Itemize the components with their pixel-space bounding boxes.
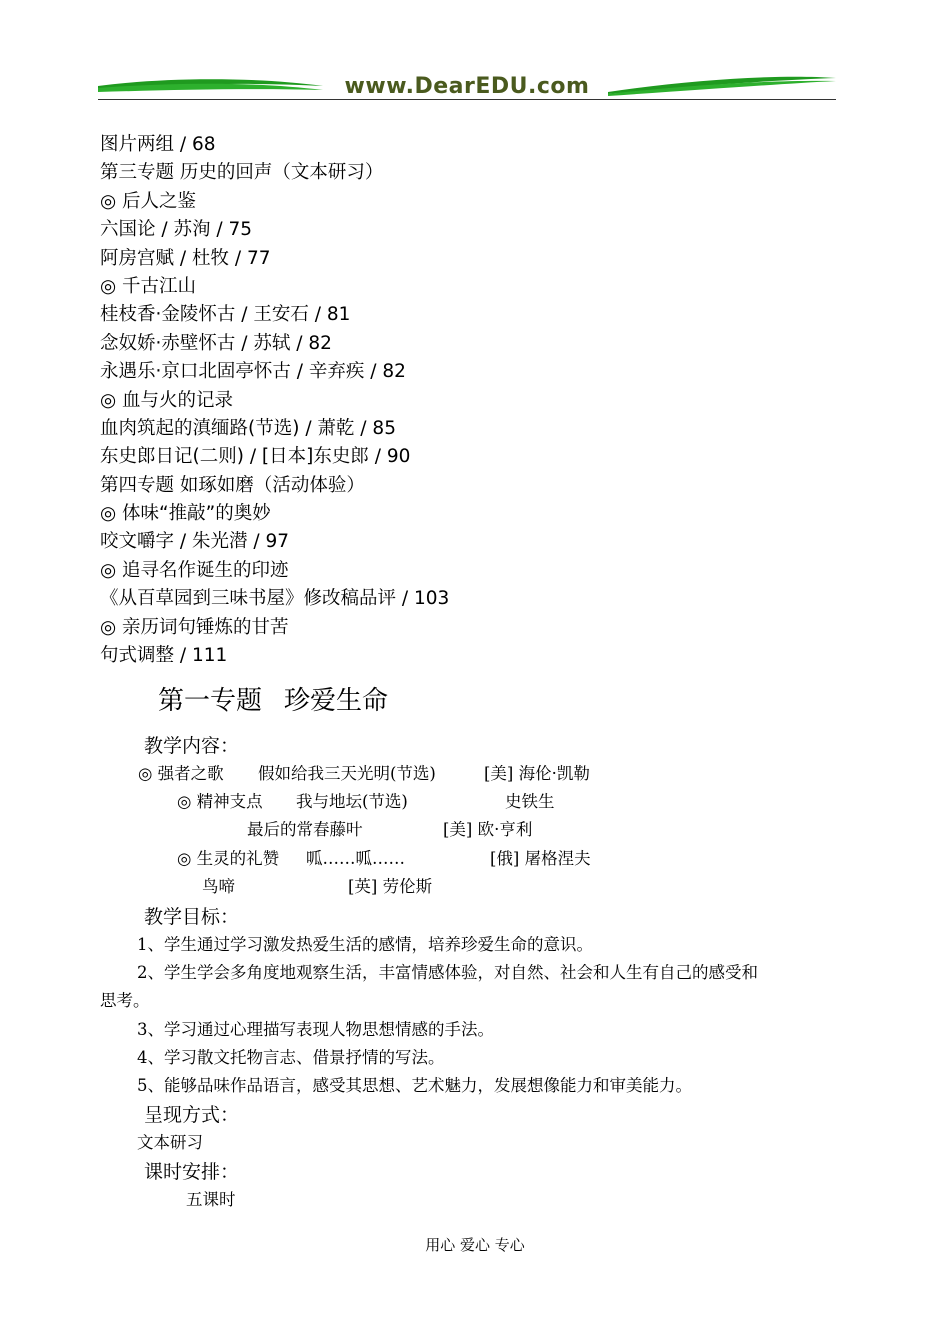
toc-item: ◎ 体味“推敲”的奥妙 — [100, 503, 271, 525]
content-author: 史铁生 — [505, 792, 555, 811]
goal-item: 2、学生学会多角度地观察生活，丰富情感体验，对自然、社会和人生有自己的感受和 — [137, 963, 758, 982]
header-divider — [98, 99, 836, 100]
toc-item: 《从百草园到三味书屋》修改稿品评 / 103 — [100, 588, 450, 610]
schedule-heading: 课时安排： — [144, 1161, 240, 1183]
goal-item: 5、能够品味作品语言，感受其思想、艺术魅力，发展想像能力和审美能力。 — [137, 1076, 692, 1095]
presentation-value: 文本研习 — [137, 1133, 203, 1152]
toc-item: 第四专题 如琢如磨（活动体验） — [100, 474, 365, 496]
site-logo-text[interactable]: www.DearEDU.com — [344, 74, 590, 99]
content-author: [英] 劳伦斯 — [348, 877, 433, 896]
goal-item: 3、学习通过心理描写表现人物思想情感的手法。 — [137, 1020, 494, 1039]
content-heading: 教学内容： — [144, 735, 240, 757]
toc-item: ◎ 追寻名作诞生的印迹 — [100, 559, 289, 581]
toc-item: 第三专题 历史的回声（文本研习） — [100, 162, 384, 184]
goal-item: 1、学生通过学习激发热爱生活的感情，培养珍爱生命的意识。 — [137, 935, 593, 954]
goal-item: 4、学习散文托物言志、借景抒情的写法。 — [137, 1048, 445, 1067]
toc-item: ◎ 亲历词句锤炼的甘苦 — [100, 616, 289, 638]
content-work-title: 鸟啼 — [202, 877, 235, 896]
presentation-heading: 呈现方式： — [144, 1104, 240, 1126]
content-author: [美] 海伦·凯勒 — [484, 764, 590, 783]
goals-heading: 教学目标： — [144, 906, 240, 928]
toc-item: 桂枝香·金陵怀古 / 王安石 / 81 — [100, 304, 351, 326]
goal-item-continuation: 思考。 — [100, 991, 150, 1010]
content-work-title: 呱……呱…… — [306, 849, 405, 868]
toc-item: ◎ 千古江山 — [100, 275, 197, 297]
section-title — [158, 680, 388, 717]
content-work-title: 假如给我三天光明(节选) — [258, 764, 436, 783]
toc-item: ◎ 血与火的记录 — [100, 389, 234, 411]
toc-item: 血肉筑起的滇缅路(节选) / 萧乾 / 85 — [100, 417, 396, 439]
content-unit-label: ◎ 精神支点 — [177, 792, 263, 811]
toc-item: 阿房宫赋 / 杜牧 / 77 — [100, 247, 271, 269]
toc-item: ◎ 后人之鉴 — [100, 190, 197, 212]
toc-item: 念奴娇·赤壁怀古 / 苏轼 / 82 — [100, 332, 332, 354]
toc-item: 咬文嚼字 / 朱光潜 / 97 — [100, 531, 290, 553]
content-unit-label: ◎ 生灵的礼赞 — [177, 849, 280, 868]
toc-item: 东史郎日记(二则) / [日本]东史郎 / 90 — [100, 446, 411, 468]
section-title-name: 珍爱生命 — [284, 686, 389, 716]
content-unit-label: ◎ 强者之歌 — [138, 764, 224, 783]
section-title-number: 第一专题 — [158, 686, 263, 716]
toc-item: 句式调整 / 111 — [100, 645, 228, 667]
toc-item: 图片两组 / 68 — [100, 134, 216, 155]
schedule-value: 五课时 — [186, 1190, 236, 1209]
toc-list — [100, 131, 449, 670]
content-author: [美] 欧·亨利 — [443, 820, 533, 839]
content-work-title: 最后的常春藤叶 — [247, 820, 363, 839]
toc-item: 永遇乐·京口北固亭怀古 / 辛弃疾 / 82 — [100, 361, 406, 383]
page-footer: 用心 爱心 专心 — [425, 1236, 525, 1254]
content-work-title: 我与地坛(节选) — [296, 792, 408, 811]
content-author: [俄] 屠格涅夫 — [490, 849, 591, 868]
toc-item: 六国论 / 苏洵 / 75 — [100, 219, 253, 241]
